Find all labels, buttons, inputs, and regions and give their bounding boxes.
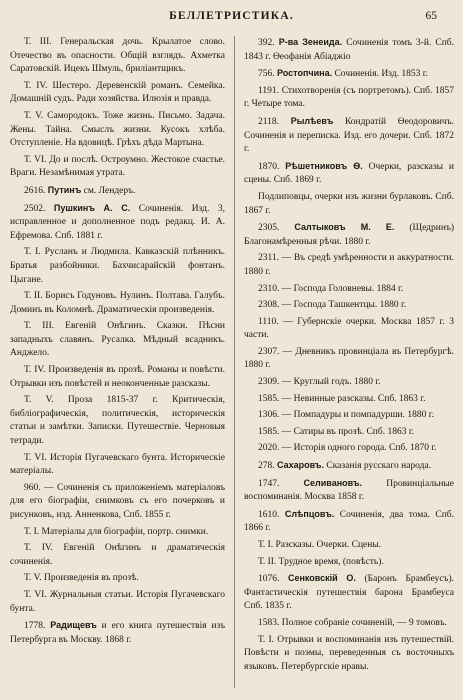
author-name: Салтыковъ М. Е. <box>294 222 395 233</box>
catalog-entry <box>10 110 225 151</box>
entry-text: Т. IV. Шестеро. Деревенскій романъ. Семейка. Домашній судъ. Ради хозяйства. Илюзія и правда. <box>10 80 225 105</box>
entry-number: 1778. <box>24 621 51 632</box>
catalog-entry <box>244 346 454 373</box>
catalog-entry <box>244 67 454 82</box>
catalog-entry <box>244 115 454 157</box>
catalog-entry <box>244 160 454 188</box>
entry-text: 1583. Полное собраніе сочиненій, — 9 томовъ. <box>258 617 447 628</box>
entry-text: Т. I. Русланъ и Людмила. Кавказскій плѣнникъ. Братья разбойники. Бахчисарайскій фонтанъ. Цыгане. <box>10 247 225 285</box>
entry-text: 2311. — Въ средѣ умѣренности и аккуратности. 1880 г. <box>244 253 454 277</box>
entry-text: 1191. Стихотворенія (съ портретомъ). Спб. 1857 г. Четыре тома. <box>244 85 454 110</box>
catalog-entry <box>10 36 225 77</box>
catalog-entry <box>10 394 225 448</box>
entry-text: Т. I. Матеріалы для біографіи, портр. снимки. <box>24 526 209 537</box>
catalog-entry <box>244 316 454 343</box>
catalog-entry <box>244 221 454 249</box>
entry-number: 1610. <box>258 509 285 520</box>
entry-text: Т. III. Евгеній Онѣгинъ. Сказки. Пѣсни западныхъ славянъ. Русалка. Мѣдный всадникъ. Анджело. <box>10 321 225 359</box>
catalog-entry <box>10 154 225 181</box>
entry-text: 1306. — Помпадуры и помпадурши. 1880 г. <box>258 410 434 421</box>
entry-text: 960. — Сочиненія съ приложеніемъ матеріаловъ для его біографіи, снимковъ съ его почерковъ и рисунковъ, изд. Анненкова, Спб. 1855 г. <box>10 482 225 520</box>
catalog-entry <box>244 393 454 407</box>
entry-text: Подлиповцы, очерки изъ жизни бурлаковъ. Спб. 1867 г. <box>244 191 454 216</box>
author-name: Р-ва Зенеида. <box>278 37 343 47</box>
section-title: БЕЛЛЕТРИСТИКА. <box>169 10 294 22</box>
entry-text: Сочиненія. Изд. 1853 г. <box>332 69 428 80</box>
column-divider <box>234 36 235 688</box>
entry-text: Т. VI. Исторія Пугачевскаго бунта. Историческіе матеріалы. <box>10 452 225 477</box>
entry-text: Провинціальные воспоминанія. Москва 1858 г. <box>244 478 454 503</box>
catalog-entry <box>10 589 225 616</box>
entry-text: Сочиненія томъ 3-й. Спб. 1843 г. Ѳеофанія Абіаджіо <box>244 38 454 62</box>
author-name: Радищевъ <box>50 620 97 631</box>
entry-text: 1585. — Сатиры въ прозѣ. Спб. 1863 г. <box>258 426 415 437</box>
catalog-entry <box>244 572 454 614</box>
catalog-entry <box>244 426 454 440</box>
author-name: Селивановъ. <box>303 477 363 488</box>
author-name: Пушкинъ А. С. <box>53 202 131 213</box>
catalog-entry <box>10 320 225 361</box>
catalog-entry <box>10 542 225 569</box>
catalog-entry <box>10 246 225 287</box>
entry-text: Т. II. Трудное время, (повѣсть). <box>258 556 384 567</box>
entry-text: 2310. — Господа Головневы. 1884 г. <box>258 283 404 294</box>
entry-text: Т. V. Самородокъ. Тоже жизнь. Письмо. Задача. Жены. Тайна. Смыслъ жизни. Кусокъ хлѣба. Отступленіе. На вдовицѣ. Грѣхъ дѣда Мартына. <box>10 110 225 149</box>
entry-text: Кондратій Ѳеодоровичъ. Сочиненія и переписка. Изд. его дочери. Спб. 1872 г. <box>244 116 454 155</box>
page-number: 65 <box>425 10 437 22</box>
catalog-entry <box>244 539 454 553</box>
catalog-entry <box>244 36 454 64</box>
entry-text: см. Лендеръ. <box>81 185 136 196</box>
entry-text: Сочиненія, два тома. Спб. 1866 г. <box>244 509 454 534</box>
entry-text: и его книга путешествія изъ Петербурга въ Москву. 1868 г. <box>10 621 225 645</box>
catalog-entry <box>244 409 454 423</box>
entry-number: 392. <box>258 38 279 48</box>
catalog-entry <box>10 526 225 540</box>
catalog-entry <box>244 191 454 218</box>
catalog-entry <box>10 184 225 199</box>
catalog-entry <box>10 572 225 586</box>
left-column <box>10 36 225 696</box>
entry-text: Сочиненія. Изд. 3, исправленное и дополненное подъ редакц. И. А. Ефремова. Спб. 1881 г. <box>10 203 225 241</box>
entry-text: Т. III. Генеральская дочь. Крылатое слово. Отечество въ опасности. Общій взглядъ. Ахметка Саратовскій. Ицекъ Шмуль, бриліантщикъ. <box>10 37 225 75</box>
entry-number: 2305. <box>258 223 295 234</box>
entry-number: 1747. <box>258 478 304 489</box>
entry-text: Т. IV. Произведенія въ прозѣ. Романы и повѣсти. Отрывки изъ повѣстей и неоконченные разсказы. <box>10 365 225 389</box>
entry-text: Т. I. Разсказы. Очерки. Сцены. <box>258 540 382 550</box>
entry-text: Т. VI. Журнальныя статьи. Исторія Пугачевскаго бунта. <box>10 589 225 614</box>
catalog-entry <box>244 442 454 456</box>
entry-text: Т. IV. Евгеній Онѣгинъ и драматическія сочиненія. <box>10 543 225 567</box>
entry-number: 2118. <box>258 116 291 127</box>
entry-number: 756. <box>258 69 277 80</box>
catalog-entry <box>10 482 225 523</box>
catalog-entry <box>244 376 454 390</box>
entry-text: (Баронъ Брамбеусъ). Фантастическія путешествія барона Брамбеуса Спб. 1835 г. <box>244 574 454 612</box>
author-name: Рылѣевъ <box>290 115 334 126</box>
entry-text: 2020. — Исторія одного города. Спб. 1870 г. <box>258 443 437 454</box>
catalog-entry <box>244 556 454 570</box>
right-column <box>244 36 454 696</box>
author-name: Слѣпцовъ. <box>284 508 335 519</box>
catalog-entry <box>244 617 454 631</box>
author-name: Рѣшетниковъ Ѳ. <box>285 160 363 171</box>
catalog-entry <box>10 364 225 391</box>
entry-text: Очерки, разсказы и сцены. Спб. 1869 г. <box>244 161 454 186</box>
catalog-entry <box>10 80 225 107</box>
entry-number: 1076. <box>258 574 288 585</box>
entry-text: Т. V. Проза 1815-37 г. Критическія, библіографическія, политическія, историческія статьи и замѣтки. Записки. Путешествіе. Черновыя тетради. <box>10 395 225 447</box>
entry-text: Т. V. Произведенія въ прозѣ. <box>24 573 139 584</box>
entry-number: 2616. <box>24 185 48 196</box>
page-header <box>0 10 463 26</box>
entry-text: (Щедринъ) Благонамѣренныя рѣчи. 1880 г. <box>244 223 454 247</box>
entry-text: 2309. — Круглый годъ. 1880 г. <box>258 377 381 388</box>
entry-text: Т. II. Борисъ Годуновъ. Нулинъ. Полтава. Галубъ. Доминъ въ Коломнѣ. Драматическія произведенія. <box>10 291 225 315</box>
author-name: Путинъ <box>47 184 82 195</box>
catalog-entry <box>244 283 454 297</box>
catalog-entry <box>244 477 454 505</box>
entry-number: 2502. <box>24 203 54 214</box>
author-name: Сахаровъ. <box>277 460 324 471</box>
entry-text: Т. VI. До и послѣ. Остроумно. Жестокое счастье. Враги. Незамѣнимая утрата. <box>10 154 225 179</box>
entry-text: 1110. — Губернскіе очерки. Москва 1857 г. 3 части. <box>244 316 454 341</box>
catalog-entry <box>244 252 454 279</box>
author-name: Ростопчина. <box>277 68 333 79</box>
catalog-entry <box>10 202 225 244</box>
catalog-entry <box>10 290 225 317</box>
catalog-entry <box>244 459 454 474</box>
entry-text: 2307. — Дневникъ провинціала въ Петербургѣ. 1880 г. <box>244 346 454 371</box>
entry-text: Т. I. Отрывки и воспоминанія изъ путешествій. Повѣсти и поэмы, переведенныя съ восточныхъ языковъ. Петербургскіе нравы. <box>244 634 454 672</box>
catalog-entry <box>10 619 225 647</box>
entry-text: 1585. — Невинные разсказы. Спб. 1863 г. <box>258 393 426 404</box>
entry-number: 1870. <box>258 161 286 172</box>
author-name: Сенковскій О. <box>287 573 356 584</box>
entry-text: 2308. — Господа Ташкентцы. 1880 г. <box>258 300 407 311</box>
catalog-entry <box>244 634 454 675</box>
entry-number: 278. <box>258 461 277 472</box>
entry-text: Сказанія русскаго народа. <box>324 461 432 472</box>
catalog-entry <box>10 452 225 479</box>
catalog-entry <box>244 299 454 313</box>
catalog-entry <box>244 85 454 112</box>
catalog-entry <box>244 508 454 536</box>
